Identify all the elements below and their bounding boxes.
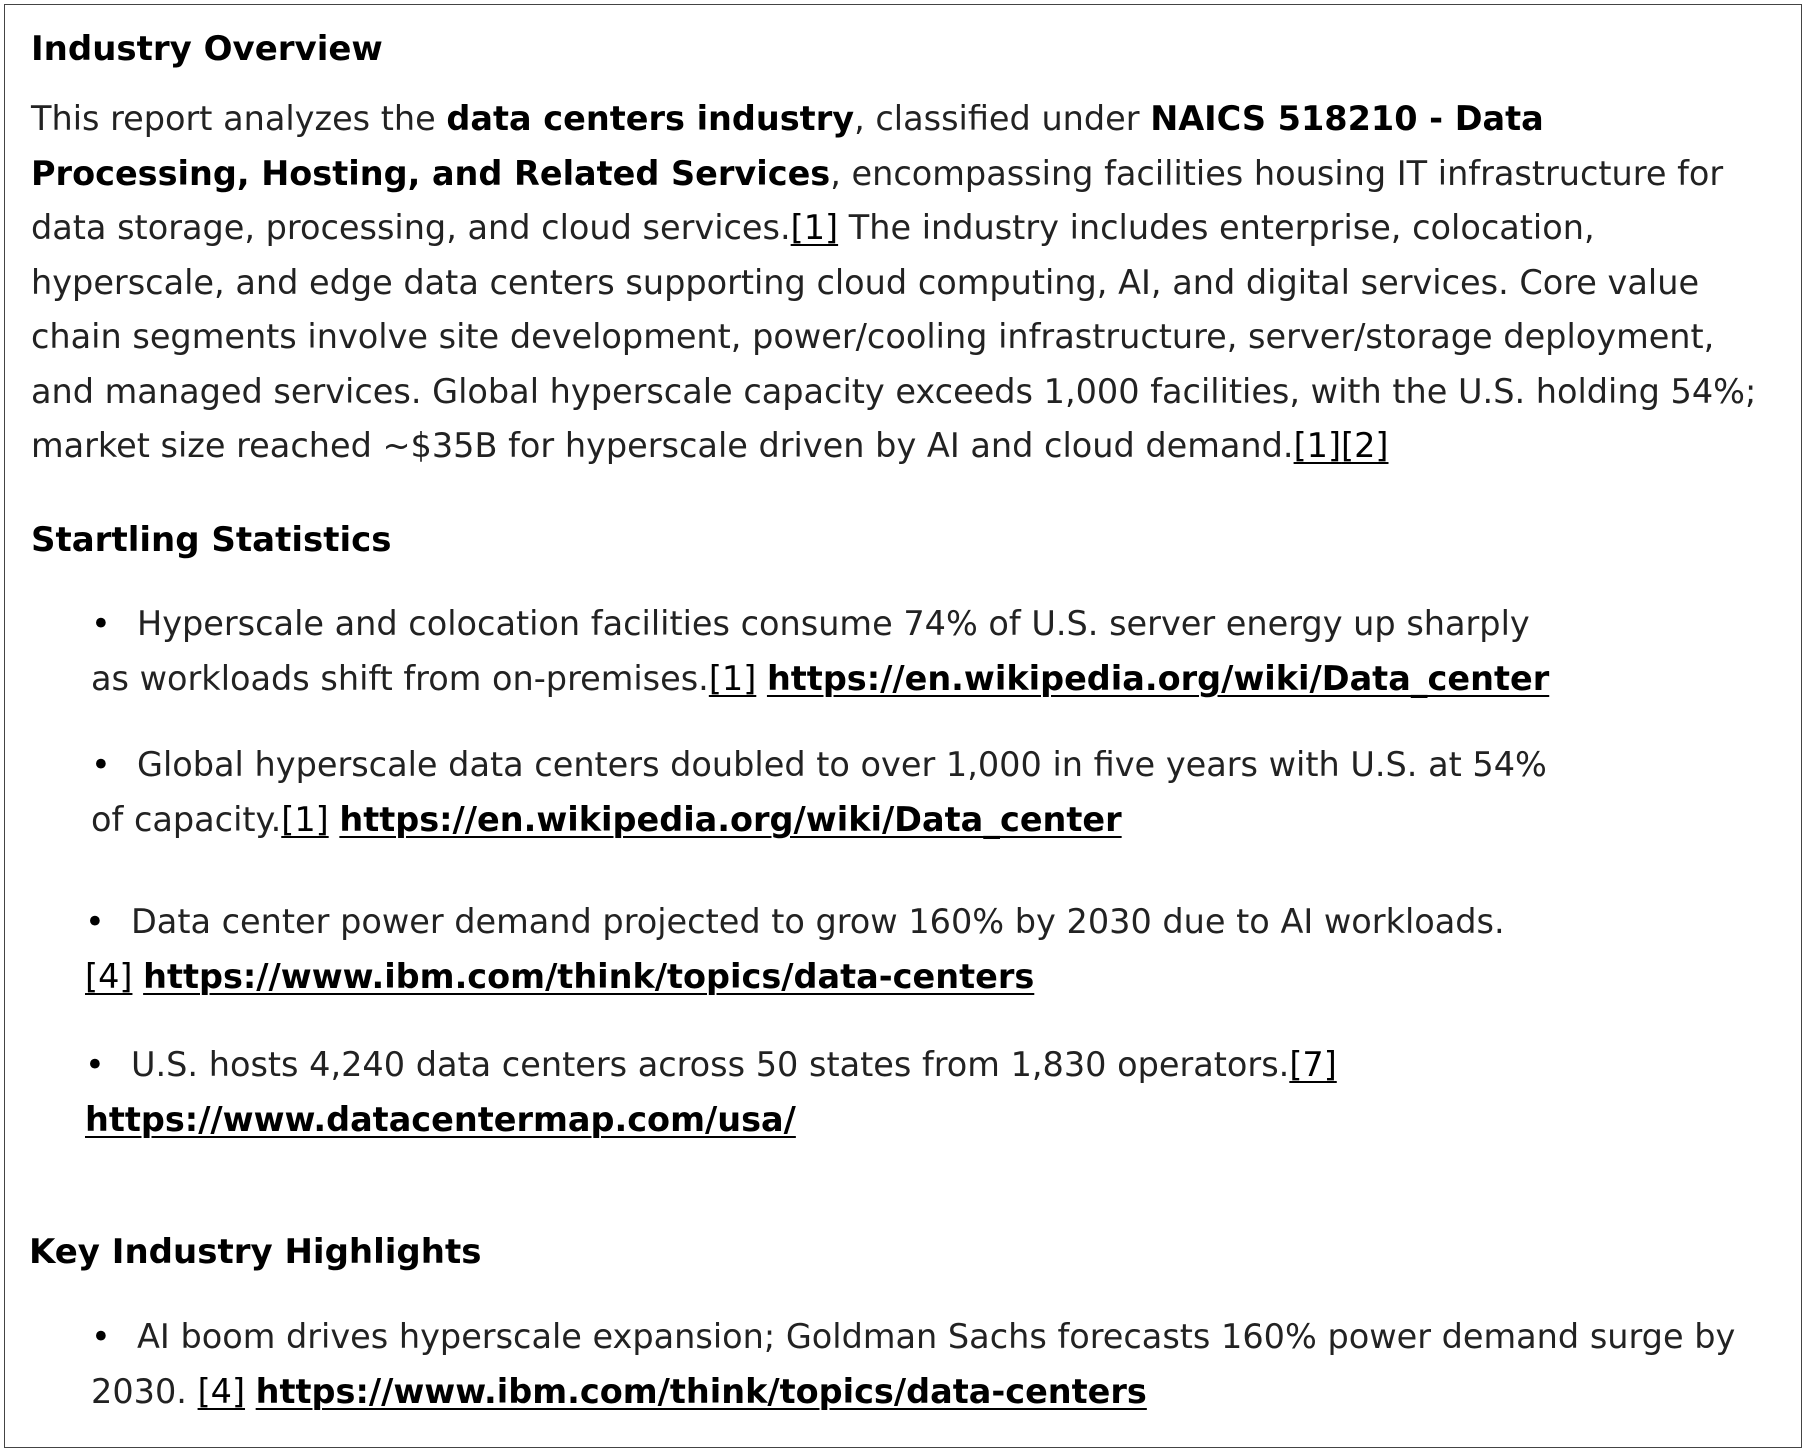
list-item — [85, 895, 1545, 1004]
bullet-icon: • — [85, 902, 105, 941]
citation-link[interactable]: [4] — [197, 1371, 246, 1411]
heading-startling-statistics: Startling Statistics — [31, 520, 392, 560]
stat-text: Global hyperscale data centers doubled to over 1,000 in five years with U.S. at 54% of capacity. — [91, 745, 1547, 839]
overview-text-4: The industry includes enterprise, colocation, hyperscale, and edge data centers supporting cloud computing, AI, and digital services. Core value chain segments involve site development, power/cooling infrastructure, server/storage deployment, and managed services. Global hyperscale capacity exceeds 1,000 facilities, with the U.S. holding 54%; market size reached ~$35B for hyperscale driven by AI and cloud demand. — [31, 208, 1757, 465]
bullet-icon: • — [91, 1317, 111, 1356]
citation-link[interactable]: [7] — [1289, 1045, 1337, 1084]
source-url-link[interactable]: https://www.ibm.com/think/topics/data-centers — [143, 956, 1035, 996]
citation-link-1b[interactable]: [1] — [1293, 426, 1342, 465]
stat-text: U.S. hosts 4,240 data centers across 50 states from 1,830 operators. — [131, 1045, 1290, 1084]
stat-text: Hyperscale and colocation facilities consume 74% of U.S. server energy up sharply as workloads shift from on-premises. — [91, 604, 1530, 698]
heading-industry-overview: Industry Overview — [31, 29, 383, 69]
citation-link[interactable]: [1] — [281, 799, 329, 839]
document-page — [4, 4, 1802, 1448]
citation-link[interactable]: [4] — [85, 956, 133, 996]
overview-text-3: , encompassing facilities housing IT infrastructure for data storage, processing, and cloud services. — [31, 153, 1724, 247]
list-item — [91, 738, 1551, 847]
overview-text-2: , classified under — [854, 99, 1151, 138]
source-url-link[interactable]: https://en.wikipedia.org/wiki/Data_center — [766, 658, 1550, 698]
list-item — [85, 1038, 1545, 1147]
bullet-icon: • — [91, 604, 111, 643]
overview-paragraph — [31, 92, 1773, 474]
overview-bold-industry: data centers industry — [446, 99, 855, 138]
list-item — [91, 597, 1551, 706]
heading-key-industry-highlights: Key Industry Highlights — [29, 1232, 482, 1272]
overview-text-1: This report analyzes the — [31, 99, 447, 138]
highlight-text: AI boom drives hyperscale expansion; Goldman Sachs forecasts 160% power demand surge by 2030. — [91, 1317, 1736, 1411]
source-url-link[interactable]: https://www.ibm.com/think/topics/data-centers — [255, 1371, 1147, 1411]
bullet-icon: • — [91, 745, 111, 784]
stat-text: Data center power demand projected to grow 160% by 2030 due to AI workloads. — [131, 902, 1505, 941]
citation-link[interactable]: [1] — [708, 658, 757, 698]
bullet-icon: • — [85, 1045, 105, 1084]
overview-bold-naics: NAICS 518210 - Data Processing, Hosting, and Related Services — [31, 99, 1544, 193]
source-url-link[interactable]: https://en.wikipedia.org/wiki/Data_center — [339, 799, 1122, 839]
citation-link-2[interactable]: [2] — [1341, 426, 1389, 465]
source-url-link[interactable]: https://www.datacentermap.com/usa/ — [85, 1099, 796, 1139]
citation-link-1[interactable]: [1] — [790, 208, 839, 247]
list-item — [91, 1310, 1791, 1419]
